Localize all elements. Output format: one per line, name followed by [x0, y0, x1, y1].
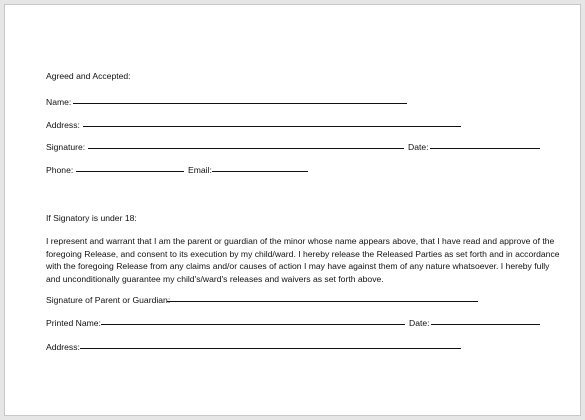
phone-field-line[interactable] — [76, 171, 184, 172]
printed-name-label: Printed Name: — [46, 318, 101, 328]
paragraph-line: with the foregoing Release from any claims and/or causes of action I may have against them of any nature whatsoever. I hereby fully — [46, 261, 550, 272]
date-field-line[interactable] — [430, 148, 540, 149]
guardian-consent-paragraph — [46, 235, 560, 285]
agreed-accepted-heading: Agreed and Accepted: — [46, 71, 131, 81]
minor-date-label: Date: — [409, 318, 430, 328]
signature-field-line[interactable] — [88, 148, 404, 149]
paragraph-line: and unconditionally guarantee my child's/ward's releases and waivers as set forth above. — [46, 273, 384, 284]
minor-section-heading: If Signatory is under 18: — [46, 213, 137, 223]
date-label: Date: — [408, 142, 429, 152]
email-label: Email: — [188, 165, 212, 175]
phone-label: Phone: — [46, 165, 74, 175]
minor-address-label: Address: — [46, 342, 80, 352]
name-field-line[interactable] — [73, 103, 407, 104]
address-field-line[interactable] — [83, 126, 461, 127]
address-label: Address: — [46, 120, 80, 130]
guardian-signature-label: Signature of Parent or Guardian: — [46, 295, 171, 305]
guardian-signature-field-line[interactable] — [167, 301, 478, 302]
paragraph-line: I represent and warrant that I am the parent or guardian of the minor whose name appears above, that I have read and approve of the — [46, 236, 555, 246]
paragraph-line: foregoing Release, and consent to its execution by my child/ward. I hereby release the Released Parties as set forth and in accordance — [46, 248, 560, 259]
minor-address-field-line[interactable] — [80, 348, 461, 349]
name-label: Name: — [46, 97, 72, 107]
email-field-line[interactable] — [212, 171, 308, 172]
document-page — [4, 4, 581, 416]
signature-label: Signature: — [46, 142, 86, 152]
minor-date-field-line[interactable] — [431, 324, 540, 325]
printed-name-field-line[interactable] — [101, 324, 405, 325]
